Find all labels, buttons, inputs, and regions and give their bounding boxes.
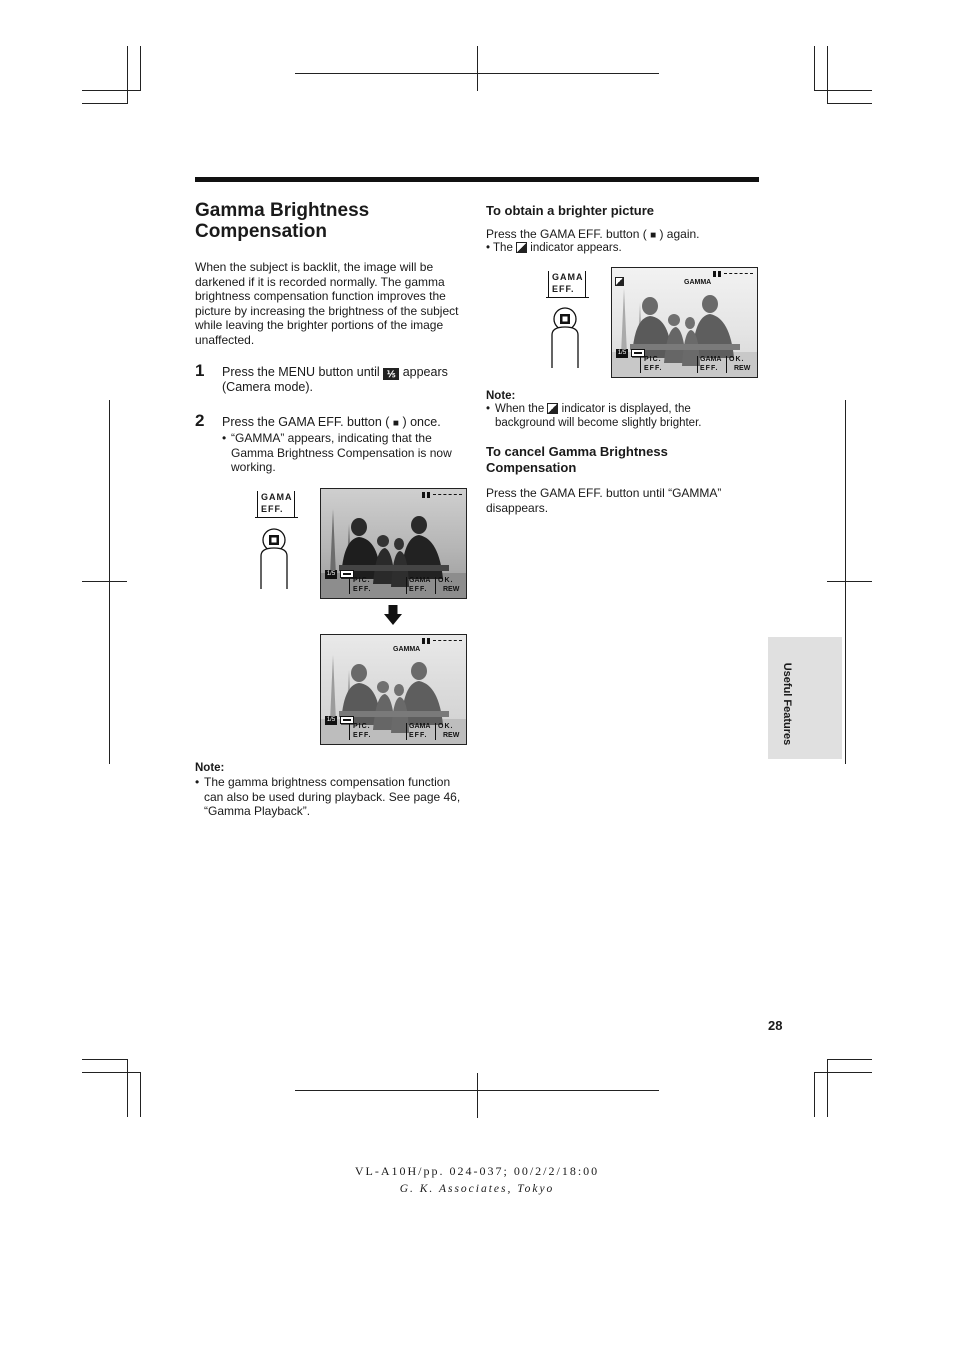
down-arrow-icon (384, 605, 402, 625)
pic-label: PIC. (353, 577, 371, 584)
mode-indicator-icon: 1/5 (617, 350, 627, 356)
battery-level-icon (340, 716, 354, 724)
battery-level-icon (631, 349, 645, 357)
gamma-indicator: GAMMA (393, 646, 421, 653)
mode-indicator-icon: 1/5 (326, 571, 336, 577)
rew-label: REW (443, 732, 460, 739)
cancel-heading: To cancel Gamma Brightness Compensation (486, 444, 668, 475)
step-2-number: 2 (195, 411, 205, 430)
pic-eff-label: EFF. (353, 586, 372, 593)
brighter-text: Press the GAMA EFF. button ( ■ ) again. (486, 227, 700, 241)
footer-publisher: G. K. Associates, Tokyo (399, 1183, 555, 1195)
viewfinder-screen-after (320, 634, 467, 745)
viewfinder-screen-brighter (611, 267, 758, 378)
finger-icon (546, 306, 586, 370)
square-icon: ■ (392, 418, 399, 429)
cancel-text: Press the GAMA EFF. button until “GAMMA” disappears. (486, 486, 722, 515)
left-note-title: Note: (195, 762, 225, 774)
step-1-number: 1 (195, 361, 205, 380)
square-icon: ■ (650, 230, 657, 241)
pic-label: PIC. (644, 356, 662, 363)
ok-label: OK. (729, 356, 745, 363)
bright-indicator-icon (516, 242, 527, 253)
eff-label: EFF. (261, 504, 284, 514)
right-note-title: Note: (486, 390, 516, 402)
rew-label: REW (734, 365, 751, 372)
brighter-bullet: • The indicator appears. (486, 242, 622, 254)
page-number: 28 (768, 1018, 783, 1033)
camera-mode-icon: ⅕ (383, 368, 399, 380)
brighter-heading: To obtain a brighter picture (486, 203, 655, 218)
side-tab-label: Useful Features (781, 662, 793, 746)
ok-label: OK. (438, 577, 454, 584)
bright-indicator-icon (615, 277, 624, 286)
list-item: • The gamma brightness compensation function can also be used during playback. See page 46, “Gamma Playback”. (195, 775, 470, 819)
gama-eff-osd-label: EFF. (409, 732, 428, 739)
gamma-indicator: GAMMA (684, 279, 712, 286)
eff-label: EFF. (552, 284, 575, 294)
footer-code: VL-A10H/pp. 024-037; 00/2/2/18:00 (354, 1164, 600, 1178)
gama-osd-label: GAMA (700, 356, 722, 363)
intro-paragraph: When the subject is backlit, the image will be darkened if it is recorded normally. The gamma brightness compensation function improves the picture by increasing the brightness of the subject while leaving the brighter portions of the image unaffected. (195, 260, 459, 347)
header-rule (195, 177, 759, 182)
left-note-list (195, 775, 470, 819)
battery-icon (422, 492, 462, 498)
battery-icon (713, 271, 753, 277)
battery-icon (422, 638, 462, 644)
step-2-bullets (222, 431, 462, 475)
list-item: • “GAMMA” appears, indicating that the Gamma Brightness Compensation is now working. (222, 431, 462, 475)
rew-label: REW (443, 586, 460, 593)
ok-label: OK. (438, 723, 454, 730)
gama-osd-label: GAMA (409, 577, 431, 584)
right-note-item: • When the indicator is displayed, the background will become slightly brighter. (486, 403, 702, 429)
pic-eff-label: EFF. (353, 732, 372, 739)
gama-label: GAMA (261, 492, 293, 502)
gama-eff-osd-label: EFF. (409, 586, 428, 593)
viewfinder-screen-before (320, 488, 467, 599)
gama-eff-osd-label: EFF. (700, 365, 719, 372)
step-1-text: Press the MENU button until ⅕ appears (Camera mode). (222, 365, 448, 394)
mode-indicator-icon: 1/5 (326, 717, 336, 723)
pic-label: PIC. (353, 723, 371, 730)
gama-label: GAMA (552, 272, 584, 282)
battery-level-icon (340, 570, 354, 578)
finger-icon (255, 526, 295, 590)
gama-osd-label: GAMA (409, 723, 431, 730)
bright-indicator-icon (547, 403, 558, 414)
section-title: Gamma Brightness Compensation (195, 200, 370, 242)
step-2-text: Press the GAMA EFF. button ( ■ ) once. (222, 415, 441, 429)
pic-eff-label: EFF. (644, 365, 663, 372)
side-tab (768, 637, 842, 759)
